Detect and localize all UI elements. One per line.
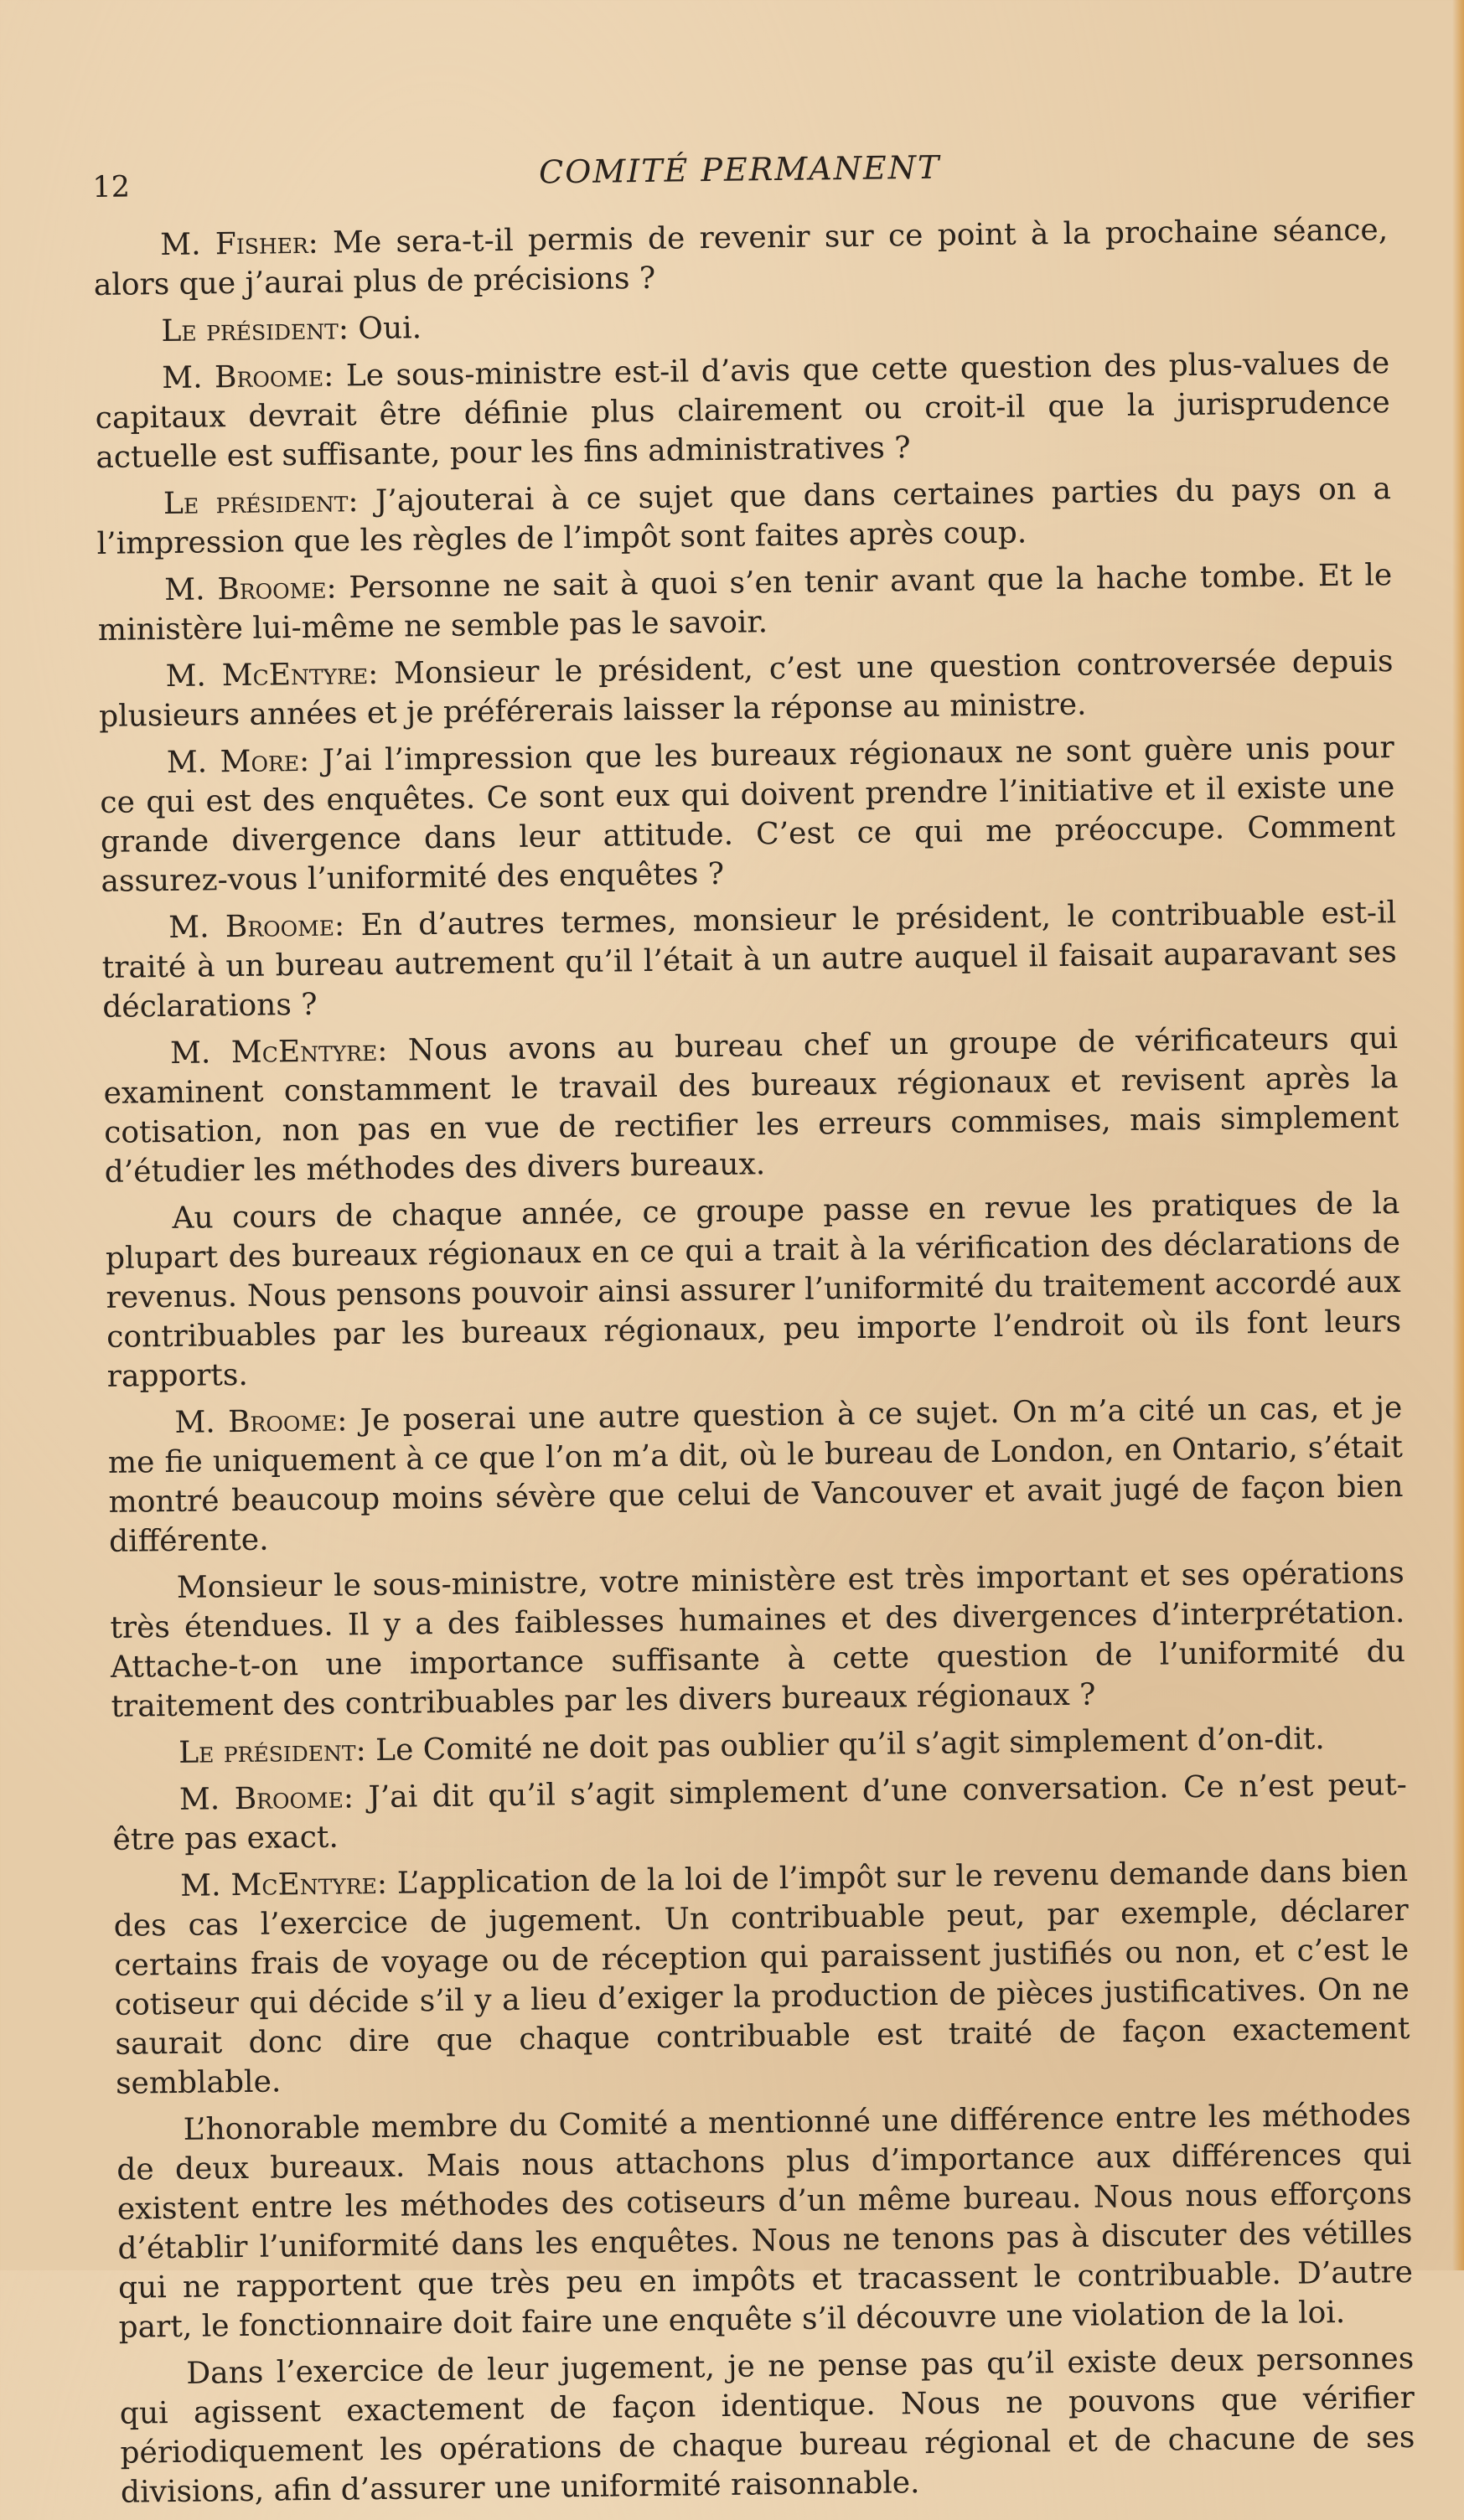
paragraph [116,2095,1413,2347]
speaker-name: M. Broome: [178,1780,354,1817]
paragraph [101,893,1398,1027]
paragraph [96,469,1392,564]
page-number: 12 [92,170,131,204]
paragraph-text: J’ai l’impression que les bureaux régionaux ne sont guère unis pour ce qui est des enquêtes. Ce sont eux qui doivent prendre l’initiative et il existe une grande divergence dans leur attitude. C’est ce qui me préoccupe. Comment assurez-vous l’uniformité des enquêtes ? [100,731,1396,899]
header-title: COMITÉ PERMANENT [538,148,941,191]
paragraph-text: Je poserai une autre question à ce sujet. On m’a cité un cas, et je me fie uniquement à ce que l’on m’a dit, où le bureau de London, en Ontario, s’était montré beaucoup moins sévère que celui de Vancouver et avait jugé de façon bien différente. [107,1391,1404,1559]
paragraph [111,1718,1406,1774]
paragraph-text: Personne ne sait à quoi s’en tenir avant que la hache tombe. Et le ministère lui-même ne semble pas le savoir. [97,558,1393,648]
paragraph [113,1851,1410,2104]
paragraph [103,1019,1399,1192]
paragraph [94,297,1389,352]
speaker-name: Le président: [163,484,359,521]
speaker-name: M. Broome: [161,359,334,396]
paragraph [95,343,1391,478]
paragraph [93,210,1389,305]
paragraph-text: Oui. [348,311,422,347]
paragraph-text: Monsieur le sous-ministre, votre ministère est très important et ses opérations très étendues. Il y a des faiblesses humaines et des divergences d’interprétation. Attache-t-on une importance suffisante à cette question de l’uniformité du traitement des contribuables par les divers bureaux régionaux ? [110,1555,1406,1724]
paragraph-text: Monsieur le président, c’est une question controversée depuis plusieurs années et je préférerais laisser la réponse au ministre. [98,644,1394,734]
speaker-name: M. Fisher: [160,225,319,263]
speaker-name: Le président: [161,312,349,349]
document-page [92,143,1415,2520]
speaker-name: Le président: [178,1733,366,1770]
paragraph [119,2339,1415,2512]
paragraph-text: J’ajouterai à ce sujet que dans certaines parties du pays on a l’impression que les règles de l’impôt sont faites après coup. [96,472,1392,561]
paragraph-text: L’application de la loi de l’impôt sur le revenu demande dans bien des cas l’exercice de jugement. Un contribuable peut, par exemple, déclarer certains frais de voyage ou de réception qui paraissent justifiés ou non, et c’est le cotiseur qui décide s’il y a lieu d’exiger la production de pièces justificatives. On ne saurait donc dire que chaque contribuable est traité de façon exactement semblable. [113,1853,1410,2101]
paragraph [97,555,1393,650]
paragraph [100,728,1396,901]
paragraph [107,1388,1404,1562]
paragraph-text: L’honorable membre du Comité a mentionné une différence entre les méthodes de deux bureaux. Mais nous attachons plus d’importance aux différences qui existent entre les méthodes des cotiseurs d’un même bureau. Nous nous efforçons d’établir l’uniformité dans les enquêtes. Nous ne tenons pas à discuter des vétilles qui ne rapportent que très peu en impôts et tracassent le contribuable. D’autre part, le fonctionnaire doit faire une enquête s’il découvre une violation de la loi. [116,2097,1414,2345]
speaker-name: M. Broome: [174,1403,348,1440]
paragraph-text: Nous avons au bureau chef un groupe de vérificateurs qui examinent constamment le travail des bureaux régionaux et revisent après la cotisation, non pas en vue de rectifier les erreurs commises, mais simplement d’étudier les méthodes des divers bureaux. [103,1021,1399,1190]
paragraph-text: Me sera-t-il permis de revenir sur ce point à la prochaine séance, alors que j’aurai plus de précisions ? [93,213,1389,302]
transcript-body [93,210,1415,2512]
paragraph-text: Le Comité ne doit pas oublier qu’il s’agit simplement d’on-dit. [365,1722,1325,1769]
paragraph-text: Le sous-ministre est-il d’avis que cette question des plus-values de capitaux devrait être définie plus clairement ou croit-il que la jurisprudence actuelle est suffisante, pour les fins administratives ? [95,346,1390,475]
paragraph [98,642,1394,736]
paragraph-text: En d’autres termes, monsieur le président, le contribuable est-il traité à un bureau autrement qu’il l’était à un autre auquel il faisait auparavant ses déclarations ? [101,896,1397,1025]
speaker-name: M. Broome: [164,571,337,607]
paragraph-text: Au cours de chaque année, ce groupe passe en revue les pratiques de la plupart des bureaux régionaux en ce qui a trait à la vérification des déclarations de revenus. Nous pensons pouvoir ainsi assurer l’uniformité du traitement accordé aux contribuables par les bureaux régionaux, peu importe l’endroit où ils font leurs rapports. [105,1186,1402,1394]
paragraph [110,1553,1406,1727]
speaker-name: M. More: [166,743,310,780]
speaker-name: M. McEntyre: [165,656,379,694]
paragraph-text: J’ai dit qu’il s’agit simplement d’une conversation. Ce n’est peut-être pas exact. [112,1767,1408,1857]
speaker-name: M. Broome: [168,908,345,945]
speaker-name: M. McEntyre: [169,1033,388,1071]
paragraph [105,1184,1402,1397]
paragraph [112,1765,1408,1860]
page-edge [1452,0,1464,2270]
running-header [92,143,1388,208]
speaker-name: M. McEntyre: [179,1866,388,1903]
paragraph-text: Dans l’exercice de leur jugement, je ne pense pas qu’il existe deux personnes qui agissent exactement de façon identique. Nous ne pouvons que vérifier périodiquement les opérations de chaque bureau régional et de chacune de ses divisions, afin d’assurer une uniformité raisonnable. [119,2341,1415,2510]
